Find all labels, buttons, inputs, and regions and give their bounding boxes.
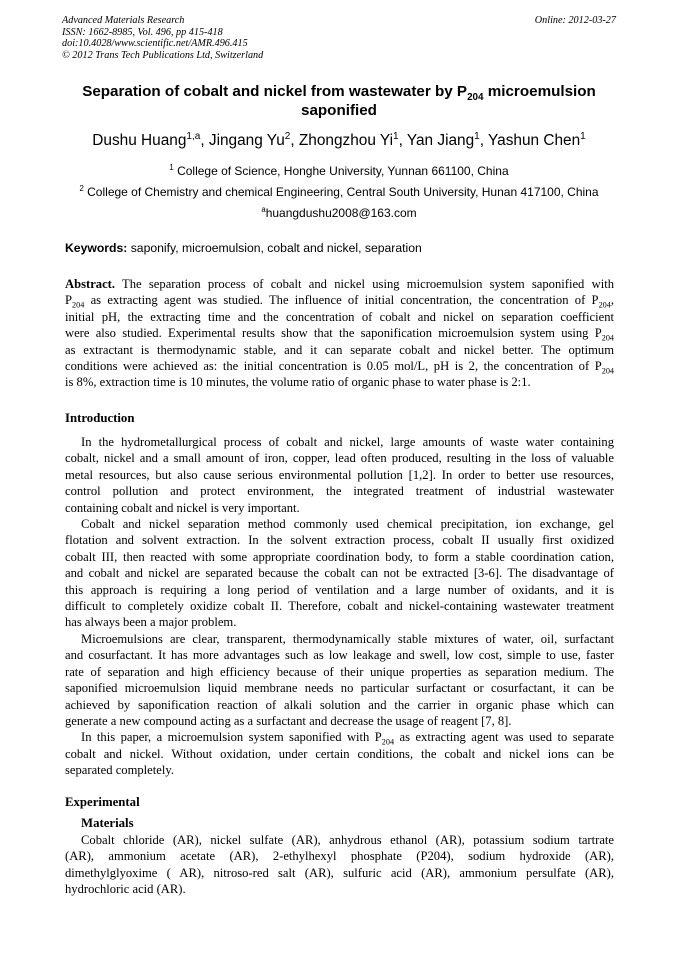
- intro-line: Microemulsions are clear, transparent, thermodynamically stable mixtures of water, oil, surfactant: [81, 631, 614, 646]
- abstract-line: Abstract. The separation process of cobalt and nickel using microemulsion system saponified with: [65, 277, 614, 291]
- materials-line: hydrochloric acid (AR).: [65, 882, 186, 897]
- journal-header: [62, 15, 482, 61]
- affiliation-2: [20, 185, 658, 200]
- intro-line: cobalt and nickel. Without oxidation, under certain conditions, the cobalt and nickel ions can be: [65, 746, 614, 761]
- intro-line: difficult to completely oxidize cobalt II. Therefore, cobalt and nickel-containing wastewater treatment: [65, 599, 614, 614]
- intro-line: achieved by saponification reaction of alkali solution and the carrier in organic phase which can: [65, 697, 614, 712]
- author-name: Yan Jiang: [406, 132, 475, 149]
- corresponding-email: [20, 206, 658, 221]
- title-part1: Separation of cobalt and nickel from wastewater by P: [82, 83, 468, 100]
- journal-name: Advanced Materials Research: [62, 15, 185, 26]
- intro-line: flotation and solvent extraction. In the solvent extraction process, cobalt II usually first oxidized: [65, 533, 614, 548]
- abstract-line: were also studied. Experimental results show that the saponification microemulsion system using $P_{204}$: [65, 326, 614, 343]
- author-affiliation-mark: 1: [393, 130, 399, 142]
- intro-line: rate of separation and high efficiency because of their unique properties as separation medium. The: [65, 664, 614, 679]
- abstract-line: initial pH, the extracting time and the concentration of cobalt and nickel on separation coefficient: [65, 309, 614, 324]
- author-name: Yashun Chen: [488, 132, 581, 149]
- introduction-body: [65, 434, 614, 779]
- affiliation-text: College of Chemistry and chemical Engineering, Central South University, Hunan 417100, China: [87, 185, 599, 199]
- intro-line: Cobalt and nickel separation method commonly used chemical precipitation, ion exchange, gel: [81, 517, 614, 532]
- email-mark: a: [261, 205, 266, 214]
- affiliation-text: College of Science, Honghe University, Yunnan 661100, China: [177, 164, 509, 178]
- journal-copyright: © 2012 Trans Tech Publications Ltd, Switzerland: [62, 49, 264, 61]
- author-affiliation-mark: 1,a: [186, 130, 201, 142]
- affiliation-mark: 1: [169, 163, 174, 172]
- abstract-line: as extractant is thermodynamic stable, and it can separate cobalt and nickel better. The optimum: [65, 342, 614, 357]
- keywords-label: Keywords:: [65, 241, 128, 255]
- intro-line: has always been a major problem.: [65, 615, 237, 630]
- title-part2: microemulsion: [483, 83, 596, 100]
- author-affiliation-mark: 2: [284, 130, 291, 142]
- author-name: Zhongzhou Yi: [298, 132, 394, 149]
- intro-line: In this paper, a microemulsion system saponified with $P_{204}$ as extracting agent was used to separate: [81, 730, 614, 747]
- keywords-text: saponify, microemulsion, cobalt and nickel, separation: [130, 241, 422, 255]
- intro-line: cobalt III, then reacted with some appropriate coordination body, to form a stable coordination cation,: [65, 549, 614, 564]
- intro-line: and cobalt and nickel are separated because the cobalt can not be extracted [3-6]. The disadvantage of: [65, 566, 614, 581]
- journal-issn: ISSN: 1662-8985, Vol. 496, pp 415-418: [62, 26, 223, 38]
- author-affiliation-mark: 1: [580, 130, 586, 142]
- email-address[interactable]: huangdushu2008@163.com: [265, 206, 417, 220]
- paper-title: [50, 82, 628, 120]
- author-list: Dushu Huang$^{1,a}$, Jingang Yu$^2$, Zhongzhou Yi$^1$, Yan Jiang$^1$, Yashun Chen$^1$: [92, 130, 586, 149]
- keywords: [65, 241, 422, 255]
- author-name: Dushu Huang: [92, 132, 187, 149]
- intro-line: separated completely.: [65, 763, 174, 778]
- author-name: Jingang Yu: [208, 132, 285, 149]
- materials-subheading: Materials: [81, 816, 134, 830]
- intro-line: In the hydrometallurgical process of cobalt and nickel, large amounts of waste water containing: [81, 435, 614, 449]
- abstract-line: is 8%, extraction time is 10 minutes, the volume ratio of organic phase to water phase is 2:1.: [65, 375, 531, 390]
- materials-line: (AR), ammonium acetate (AR), 2-ethylhexyl phosphate (P204), sodium hydroxide (AR),: [65, 849, 614, 864]
- affiliation-1: [20, 164, 658, 179]
- abstract-line: $P_{204}$ as extracting agent was studied. The influence of initial concentration, the concentration of $P_{204}$,: [65, 293, 614, 310]
- affiliation-mark: 2: [79, 184, 84, 193]
- abstract-label: Abstract.: [65, 277, 116, 291]
- intro-line: cobalt, nickel and a small amount of iron, copper, lead often produced, resulting in the loss of valuable: [65, 451, 614, 466]
- intro-line: containing cobalt and nickel is very important.: [65, 500, 300, 515]
- experimental-heading: Experimental: [65, 795, 140, 809]
- materials-line: Cobalt chloride (AR), nickel sulfate (AR), anhydrous ethanol (AR), potassium sodium tartrate: [81, 833, 614, 847]
- author-affiliation-mark: 1: [474, 130, 480, 142]
- intro-line: this approach is requiring a long period of ventilation and a large number of oxidants, and it is: [65, 582, 614, 597]
- intro-line: metal resources, but also cause serious environmental pollution [1,2]. In order to better use resources,: [65, 467, 614, 482]
- intro-line: saponified microemulsion liquid membrane needs no particular surfactant or cosurfactant, it can be: [65, 681, 614, 696]
- intro-line: generate a new compound acting as a surfactant and decrease the usage of reagent [7, 8].: [65, 713, 512, 728]
- intro-line: and cosurfactant. It has more advantages such as low leakage and swell, low cost, simple to use, faster: [65, 648, 614, 663]
- title-subscript: 204: [467, 92, 484, 104]
- introduction-heading: Introduction: [65, 411, 135, 425]
- title-line2: saponified: [301, 102, 377, 119]
- journal-doi[interactable]: doi:10.4028/www.scientific.net/AMR.496.415: [62, 38, 248, 49]
- abstract: [65, 276, 614, 391]
- intro-line: control pollution and protect environment, the integrated treatment of industrial wastewater: [65, 484, 614, 499]
- materials-line: dimethylglyoxime ( AR), nitroso-red salt (AR), sulfuric acid (AR), ammonium persulfate (AR),: [65, 865, 614, 880]
- materials-body: [65, 832, 614, 898]
- online-date: Online: 2012-03-27: [534, 15, 616, 26]
- abstract-line: conditions were achieved as: the initial concentration is 0.05 mol/L, pH is 2, the concentration of $P_{204}$: [65, 359, 614, 376]
